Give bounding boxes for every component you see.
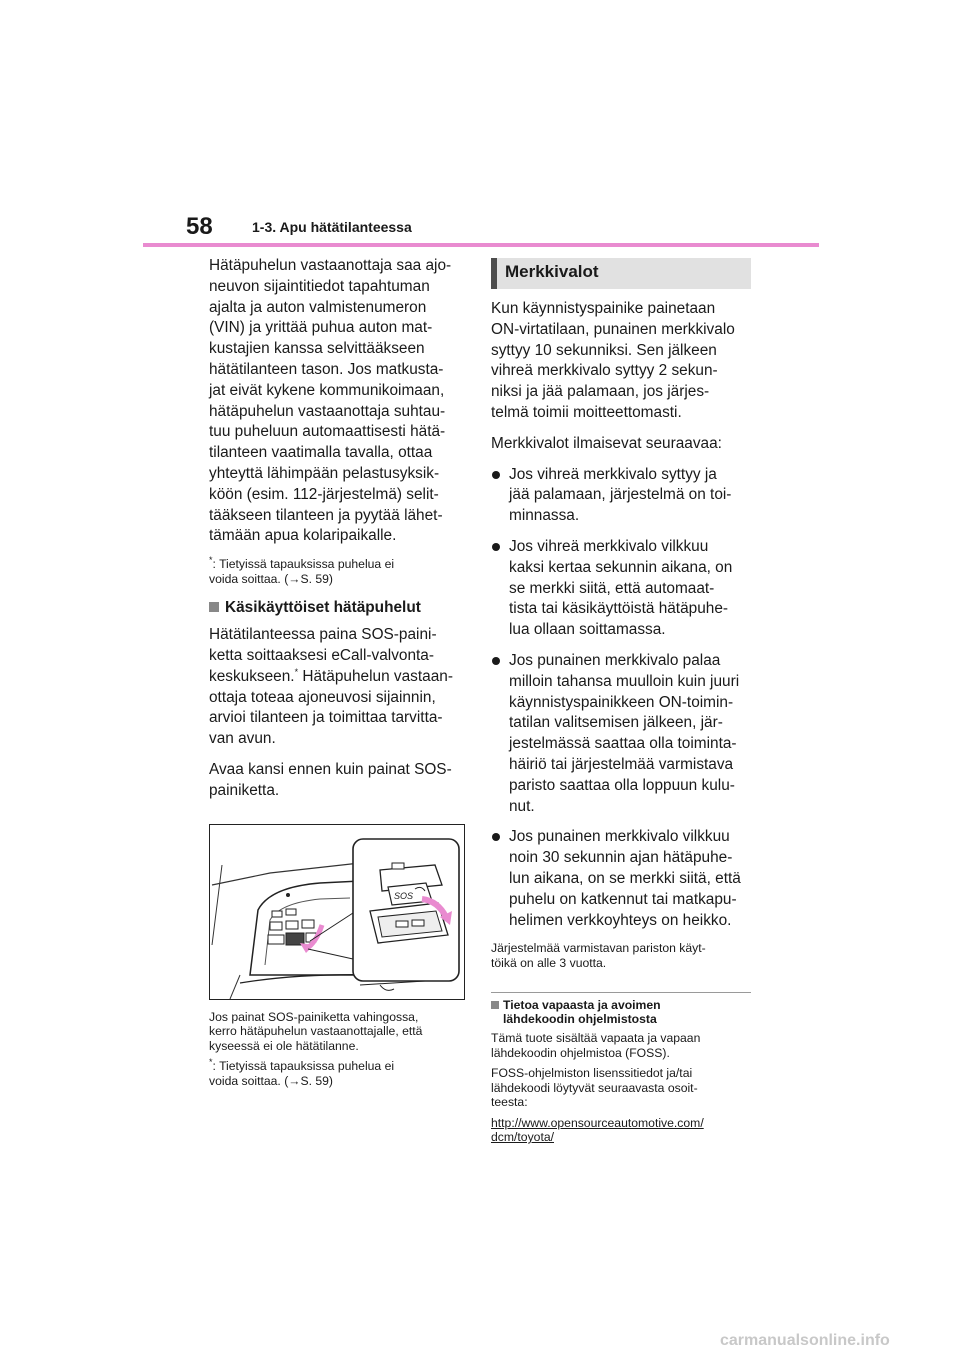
battery-note	[491, 941, 751, 970]
header-rule	[143, 243, 819, 247]
foss-heading	[491, 999, 751, 1026]
text-line: Hätätilanteessa paina SOS-paini-	[209, 626, 437, 644]
text-line: : Tietyissä tapauksissa puhelua ei	[212, 557, 395, 572]
text-line: milloin tahansa muulloin kuin juuri	[509, 672, 740, 690]
text-line: yhteyttä lähimpään pelastusyksik-	[209, 464, 440, 482]
text-line: telmä toimii moitteettomasti.	[491, 403, 682, 421]
text-line: minnassa.	[509, 507, 580, 525]
sos-button-illustration	[209, 824, 465, 1000]
text-line: FOSS-ohjelmiston lisenssitiedot ja/tai	[491, 1066, 693, 1081]
text-line: lähdekoodi löytyvät seuraavasta osoit-	[491, 1080, 698, 1095]
left-column	[209, 256, 469, 1094]
text-line: lähdekoodin ohjelmistoa (FOSS).	[491, 1045, 670, 1060]
text-line: Jos vihreä merkkivalo vilkkuu	[509, 537, 709, 555]
heading-text: Merkkivalot	[505, 262, 599, 281]
text-line: tuu puheluun automaattisesti hätä-	[209, 423, 446, 441]
right-column	[491, 256, 751, 1151]
text-line: hätätilanteen tason. Jos matkusta-	[209, 360, 444, 378]
bullet-dot-icon	[492, 657, 500, 665]
text-line: hätäpuhelun vastaanottaja suhtau-	[209, 402, 446, 420]
text-line: tatilan valitsemisen jälkeen, jär-	[509, 714, 723, 732]
text-line: Tämä tuote sisältää vapaata ja vapaan	[491, 1031, 701, 1046]
text-line: Avaa kansi ennen kuin painat SOS-	[209, 760, 452, 778]
text-line: Tietoa vapaasta ja avoimen	[503, 998, 661, 1013]
text-line: lua ollaan soittamassa.	[509, 621, 666, 639]
text-line: Hätäpuhelun vastaanottaja saa ajo-	[209, 257, 452, 274]
text-line: jestelmässä saattaa olla toiminta-	[509, 735, 737, 753]
figure-sos-label: SOS	[394, 890, 414, 901]
foss-license-paragraph	[491, 1066, 751, 1110]
footnote	[209, 1056, 469, 1088]
bullet-dot-icon	[492, 471, 500, 479]
text-line: tilanteen vaatimalla tavalla, ottaa	[209, 444, 433, 462]
bullet-dot-icon	[492, 833, 500, 841]
text-line: noin 30 sekunnin ajan hätäpuhe-	[509, 849, 733, 867]
text-line: töikä on alle 3 vuotta.	[491, 955, 607, 970]
text-line: niksi ja jää palamaan, jos järjes-	[491, 383, 710, 401]
text-line: ketta soittaaksesi eCall-valvonta-	[209, 646, 434, 664]
text-line: paristo saattaa olla loppuun kulu-	[509, 776, 735, 794]
footnote-marker: *	[209, 555, 213, 566]
text-line: neuvon sijaintitiedot tapahtuman	[209, 277, 430, 295]
square-bullet-icon	[209, 602, 219, 612]
text-line: Kun käynnistyspainike painetaan	[491, 300, 716, 317]
intro-paragraph	[209, 256, 469, 547]
text-line: kaksi kertaa sekunnin aikana, on	[509, 558, 733, 576]
text-line: lähdekoodin ohjelmistosta	[503, 1011, 657, 1026]
text-line: kerro hätäpuhelun vastaanottajalle, että	[209, 1024, 423, 1039]
page-number: 58	[186, 213, 213, 240]
text-line: Järjestelmää varmistavan pariston käyt-	[491, 941, 706, 956]
text-line: (VIN) ja yrittää puhua auton mat-	[209, 319, 433, 337]
footnote	[209, 557, 469, 586]
text-line: van avun.	[209, 730, 276, 748]
text-line: kyseessä ei ole hätätilanne.	[209, 1038, 359, 1053]
manual-calls-heading	[209, 598, 469, 618]
text-line: lun aikana, on se merkki siitä, että	[509, 869, 741, 887]
footnote-marker: *	[209, 1056, 213, 1067]
section-divider	[491, 992, 751, 993]
text-line: Jos painat SOS-painiketta vahingossa,	[209, 1009, 419, 1024]
link-text[interactable]: dcm/toyota/	[491, 1130, 554, 1145]
heading-text: Käsikäyttöiset hätäpuhelut	[225, 599, 421, 617]
text-line: voida soittaa. (→S. 59)	[209, 571, 333, 586]
indicator-lights-heading	[491, 258, 751, 289]
manual-paragraph	[209, 625, 469, 750]
text-line: teesta:	[491, 1095, 528, 1110]
figure-caption	[209, 1010, 469, 1054]
list-item	[491, 827, 751, 931]
text-line: häiriö tai järjestelmää varmistava	[509, 755, 734, 773]
watermark: carmanualsonline.info	[720, 1332, 890, 1349]
text-line: arvioi tilanteen ja toimittaa tarvitta-	[209, 709, 443, 727]
bullet-dot-icon	[492, 543, 500, 551]
text-line: Jos punainen merkkivalo palaa	[509, 651, 721, 669]
indicator-lead-paragraph: Merkkivalot ilmaisevat seuraavaa:	[491, 434, 722, 452]
text-line: keskukseen.	[209, 667, 295, 685]
text-line: : Tietyissä tapauksissa puhelua ei	[212, 1059, 395, 1074]
text-line: ajalta ja auton valmistenumeron	[209, 298, 427, 316]
text-line: tääkseen tilanteen ja pyytää lähet-	[209, 506, 443, 524]
text-line: tämään apua kolaripaikalle.	[209, 527, 397, 545]
text-line: ottaja toteaa ajoneuvosi sijainnin,	[209, 688, 436, 706]
text-line: käynnistyspainikkeen ON-toimin-	[509, 693, 734, 711]
text-line: voida soittaa. (→S. 59)	[209, 1073, 333, 1088]
text-line: vihreä merkkivalo syttyy 2 sekun-	[491, 362, 718, 380]
text-line: ON-virtatilaan, punainen merkkivalo	[491, 320, 735, 338]
open-cover-paragraph	[209, 760, 469, 802]
text-line: jää palamaan, järjestelmä on toi-	[509, 486, 732, 504]
text-line: Jos punainen merkkivalo vilkkuu	[509, 828, 730, 846]
text-line: köön (esim. 112-järjestelmä) selit-	[209, 485, 439, 503]
text-line: nut.	[509, 797, 535, 815]
foss-link[interactable]	[491, 1116, 751, 1145]
text-line: se merkki siitä, että automaat-	[509, 579, 715, 597]
text-line: syttyy 10 sekunniksi. Sen jälkeen	[491, 341, 717, 359]
foss-paragraph	[491, 1031, 751, 1060]
text-line: Jos vihreä merkkivalo syttyy ja	[509, 465, 717, 483]
list-item	[491, 465, 751, 527]
text-line: helimen verkkoyhteys on heikko.	[509, 911, 732, 929]
list-item	[491, 651, 751, 817]
list-item	[491, 537, 751, 641]
text-line: tista tai käsikäyttöistä hätäpuhe-	[509, 600, 729, 618]
text-line: Hätäpuhelun vastaan-	[298, 667, 453, 685]
section-title: 1-3. Apu hätätilanteessa	[252, 219, 412, 235]
text-line: kustajien kanssa selvittääkseen	[209, 340, 425, 358]
link-text[interactable]: http://www.opensourceautomotive.com/	[491, 1115, 704, 1130]
text-line: puhelu on katkennut tai matkapu-	[509, 890, 737, 908]
square-bullet-icon	[491, 1001, 499, 1009]
footnote-marker: *	[294, 666, 299, 677]
text-line: painiketta.	[209, 781, 280, 799]
overhead-console-drawing	[210, 825, 464, 999]
text-line: jat eivät kykene kommunikoimaan,	[209, 381, 445, 399]
indicator-intro-paragraph	[491, 299, 751, 424]
